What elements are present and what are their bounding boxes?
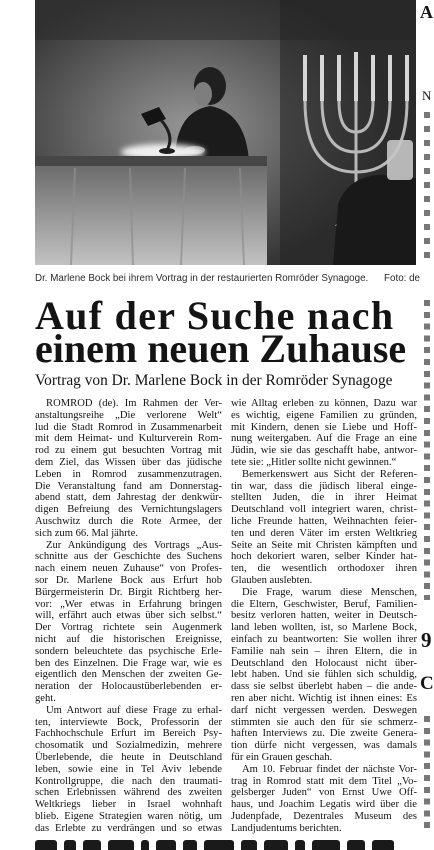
text-line: Weltkriegs lieber in Israel wohnhaft (35, 799, 222, 811)
text-line: Judenpfade, Dezentrales Museum des (231, 810, 417, 822)
text-line: gelsberger Juden“ von Ernst Uwe Off- (231, 787, 417, 799)
text-line: lebt haben. Und sie fühlen sich schuldig, (231, 669, 417, 681)
text-line: Jüdin, wie sie das geschafft habe, antwor- (231, 445, 417, 457)
photo-credit: Foto: de (384, 273, 420, 284)
text-line: anstaltungsreihe „Die verlorene Welt“ (35, 409, 222, 421)
cut-off-text-marks (424, 112, 430, 262)
subheadline: Vortrag von Dr. Marlene Bock in der Romröder Synagoge (35, 372, 393, 389)
text-line: schen Erlebnissen während des zweiten (35, 787, 222, 799)
text-line: nicht auf die historischen Ereignisse, (35, 633, 222, 645)
fragment-letter: 9 (421, 628, 432, 652)
paragraph (35, 398, 222, 540)
text-line: Seite an Seite mit Christen kämpften und (231, 539, 417, 551)
next-headline-fragment (35, 840, 430, 850)
text-line: sor Dr. Marlene Bock aus Erfurt hob (35, 574, 222, 586)
text-line: Fachhochschule Erfurt im Bereich Psy- (35, 728, 222, 740)
text-line: sondern beleuchtete das psychische Erle- (35, 645, 222, 657)
text-line: liche Freunde hatten, Weihnachten feier- (231, 515, 417, 527)
fragment-letter: C (420, 673, 434, 694)
text-line: ROMROD (de). Im Rahmen der Ver- (46, 398, 222, 409)
text-line: ten, interviewte Bock, Professorin der (35, 716, 222, 728)
text-line: nung weitergaben. Auf die Frage an eine (231, 433, 417, 445)
text-line: stimmten sie auch den für sie schmerz- (231, 716, 417, 728)
text-line: ben des Einzelnen. Die Frage war, wie es (35, 657, 222, 669)
paragraph (231, 587, 417, 764)
headline-line: Auf der Suche nach (35, 293, 395, 338)
text-line: einfach zu beantworten: Sie wollen ihrer (231, 633, 417, 645)
text-line: Familie nah sein – ihren Eltern, die in (231, 645, 417, 657)
photo-caption (35, 272, 420, 285)
text-line: Kontrollgruppe, die nach den traumati- (35, 775, 222, 787)
cut-off-text-marks (424, 300, 430, 600)
text-line: Landjudentums berichten. (231, 822, 342, 834)
text-line: Bemerkenswert aus Sicht der Referen- (242, 468, 417, 480)
caption-text: Dr. Marlene Bock bei ihrem Vortrag in der restaurierten Romröder Synagoge. (35, 273, 369, 284)
text-line: ten, die wesentlich orthodoxer ihren (231, 563, 417, 575)
text-line: trag in Romrod statt mit dem Titel „Vo- (231, 775, 417, 787)
text-line: nach einem neuen Zuhause“ von Profes- (35, 563, 222, 575)
text-line: besitz verloren hatten, weiter in Deutsch- (231, 610, 417, 622)
text-line: Auschwitz durch die Rote Armee, der (35, 515, 222, 527)
text-line: für ein Grauen geschah. (231, 751, 333, 763)
paragraph (231, 764, 417, 835)
text-line: geht. (35, 692, 56, 704)
text-line: eigentlich den Menschen der zweiten Ge- (35, 669, 222, 681)
text-line: land leben wollten, ist, so Marlene Bock, (231, 622, 417, 634)
paragraph (35, 705, 222, 835)
text-line: Um Antwort auf diese Frage zu erhal- (46, 704, 222, 716)
text-line: tin war, dass die jüdisch liberal einge- (231, 480, 417, 492)
text-line: lud die Stadt Romrod in Zusammenarbeit (35, 421, 222, 433)
text-line: leben, sowie eine in Tel Aviv lebende (35, 763, 222, 775)
text-line: Glauben auslebten. (231, 574, 313, 586)
text-line: tete sie: „Hitler sollte nicht gewinnen.“ (231, 456, 397, 468)
text-line: Deutschland den Holocaust nicht über- (231, 657, 417, 669)
text-line: Zur Ankündigung des Vortrags „Aus- (46, 539, 222, 551)
cut-off-text-marks (424, 716, 430, 834)
text-line: stellten Juden, die in ihrer Heimat (231, 492, 417, 504)
fragment-letter: A (420, 2, 433, 22)
text-line: Leben in Romrod zusammenzutragen. (35, 468, 222, 480)
text-line: abend statt, dem Jahrestag der denkwür- (35, 492, 222, 504)
text-line: vor: „Wer etwas in Erfahrung bringen (35, 598, 222, 610)
text-line: mit Kindern, denen sie Liebe und Hoff- (231, 421, 417, 433)
text-line: mit dem Heimat- und Kulturverein Rom- (35, 433, 222, 445)
paragraph (231, 398, 417, 469)
text-line: will, erfährt auch etwas über sich selbst.“ (35, 610, 222, 622)
text-line: neration der Holocaustüberlebenden er- (35, 681, 222, 693)
text-line: wie Alltag erleben zu können, Dazu war (231, 398, 417, 409)
text-line: Deutschland voll integriert waren, christ- (231, 504, 417, 516)
text-line: ren aber nicht. Wichtig ist ihnen eines: Es (231, 692, 417, 704)
text-line: Der Vortrag richtete sein Augenmerk (35, 622, 222, 634)
text-line: rod zu einem gut besuchten Vortrag mit (35, 445, 222, 457)
article-headline (35, 293, 407, 371)
text-line: darf nicht vergessen werden. Deswegen (231, 704, 417, 716)
text-line: blieb. Eigene Strategien waren nötig, um (35, 810, 222, 822)
tablecloth (35, 156, 267, 265)
body-column-left (35, 398, 222, 834)
text-line: Überlebende, die heute in Deutschland (35, 751, 222, 763)
text-line: die Eltern, Geschwister, Beruf, Familien- (231, 598, 417, 610)
text-line: es wichtig, eigene Familien zu gründen, (231, 409, 417, 421)
text-line: dass sie selbst überlebt haben – die ande- (231, 681, 417, 693)
article-photo (35, 0, 416, 265)
text-line: Die Veranstaltung fand am Donnerstag- (35, 480, 222, 492)
text-line: haus, und Joachim Legatis wird über die (231, 799, 417, 811)
text-line: tion dürfe nicht vergessen, was damals (231, 740, 417, 752)
text-line: Bürgermeisterin Dr. Birgit Richtberg her- (35, 586, 222, 598)
text-line: dem Ziel, das Wissen über das jüdische (35, 456, 222, 468)
text-line: ten und deren Väter im ersten Weltkrieg (231, 527, 417, 539)
text-line: Am 10. Februar findet der nächste Vor- (242, 763, 417, 775)
text-line: hoch dekoriert waren, selber Kinder hat- (231, 551, 417, 563)
text-line: sich zum 66. Mal jährte. (35, 527, 138, 539)
text-line: haften Interviews zu. Die zweite Genera- (231, 728, 417, 740)
text-line: digen Befreiung des Vernichtungslagers (35, 504, 222, 516)
text-line: chosomatik und Sozialmedizin, mehrere (35, 740, 222, 752)
fragment-letter: N (422, 88, 432, 103)
headline-line: einem neuen Zuhause (35, 326, 407, 371)
text-line: schnitte aus der Geschichte des Suchens (35, 551, 222, 563)
body-column-right (231, 398, 417, 834)
paragraph (231, 469, 417, 587)
text-line: Die Frage, warum diese Menschen, (242, 586, 417, 598)
text-line: das Erlebte zu verdrängen und so etwas (35, 822, 222, 834)
paragraph (35, 540, 222, 705)
